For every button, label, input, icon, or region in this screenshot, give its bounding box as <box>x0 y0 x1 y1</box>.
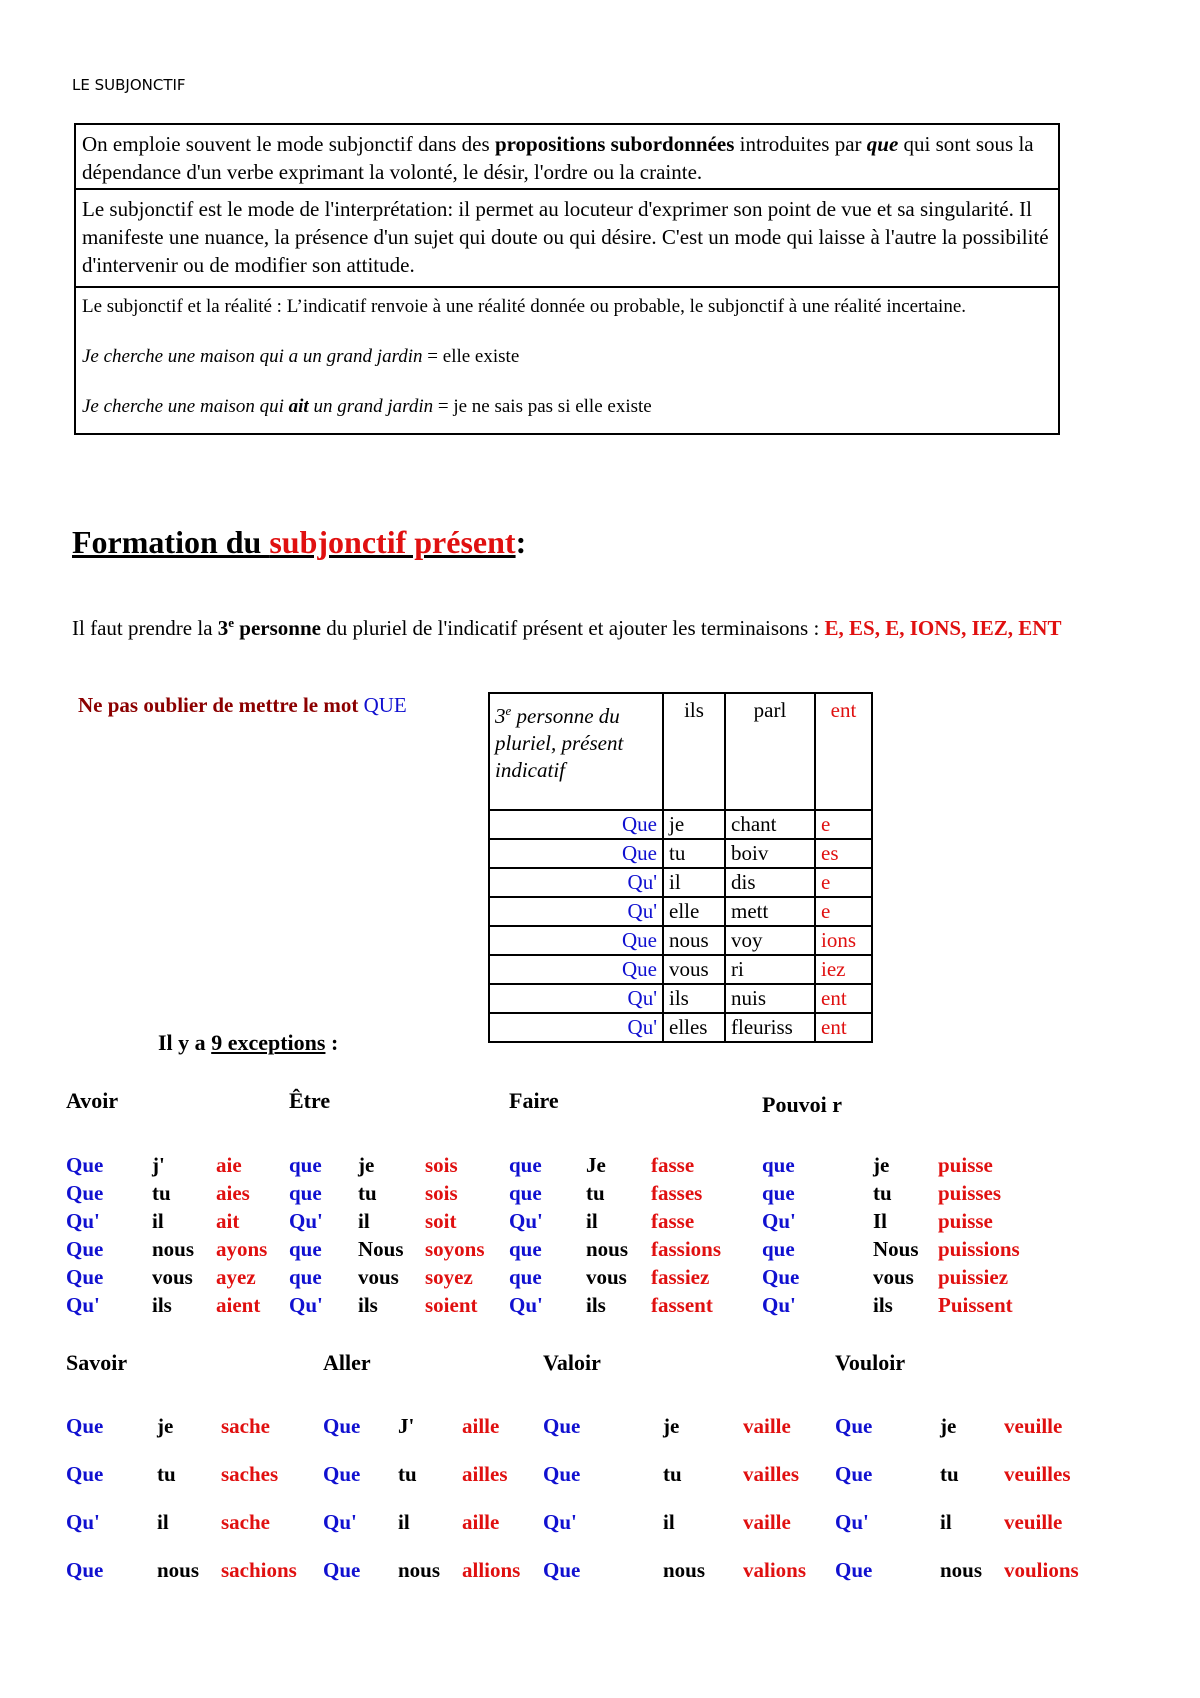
conj-que: que <box>762 1237 795 1261</box>
conj-pronoun: je <box>940 1414 957 1438</box>
table-row <box>489 839 872 868</box>
conj-pronoun: J' <box>398 1414 415 1438</box>
conj-form: sois <box>425 1181 458 1205</box>
conj-pronoun: nous <box>157 1558 200 1582</box>
conj-form: puissions <box>938 1237 1020 1261</box>
verb-heading: Être <box>289 1088 331 1113</box>
box-usage-text-5: qui sont sous la dépendance d'un verbe exprimant la volonté, le désir, l'ordre ou la crainte. <box>82 132 1034 184</box>
conj-form: ait <box>216 1209 240 1233</box>
formation-title <box>72 524 526 561</box>
table-cell-pronoun: elles <box>663 1013 725 1042</box>
example-2-bold: ait <box>288 396 309 417</box>
box-interpretation <box>74 190 1060 288</box>
conj-form: fasse <box>651 1209 695 1233</box>
conj-que: que <box>762 1181 795 1205</box>
box-reality-text: Le subjonctif et la réalité : L’indicatif renvoie à une réalité donnée ou probable, le subjonctif à une réalité incertaine. <box>82 296 967 317</box>
conj-que: Que <box>835 1558 873 1582</box>
example-1 <box>82 343 1052 371</box>
conj-form: Puissent <box>938 1293 1013 1317</box>
conj-que: que <box>289 1265 322 1289</box>
conj-form: fassions <box>651 1237 722 1261</box>
conj-pronoun: Il <box>873 1209 888 1233</box>
rule-text-4: du pluriel de l'indicatif présent et ajouter les terminaisons : <box>320 616 825 640</box>
conj-que: que <box>289 1153 322 1177</box>
conj-form: allions <box>462 1558 521 1582</box>
verb-heading: Valoir <box>543 1350 601 1375</box>
table-cell-que: Qu' <box>489 897 663 926</box>
conj-form: puissiez <box>938 1265 1009 1289</box>
conj-que: que <box>509 1237 542 1261</box>
conj-form: saches <box>221 1462 279 1486</box>
conj-que: Qu' <box>509 1293 543 1317</box>
conj-que: Qu' <box>543 1510 577 1534</box>
conj-pronoun: ils <box>873 1293 893 1317</box>
table-row <box>489 984 872 1013</box>
conj-que: Qu' <box>762 1293 796 1317</box>
table-cell-que: Que <box>489 926 663 955</box>
conj-pronoun: vous <box>586 1265 627 1289</box>
conj-form: fassent <box>651 1293 713 1317</box>
conj-form: aille <box>462 1414 500 1438</box>
conj-pronoun: nous <box>398 1558 441 1582</box>
conj-pronoun: tu <box>398 1462 417 1486</box>
conj-form: vailles <box>743 1462 799 1486</box>
table-cell-que: Qu' <box>489 984 663 1013</box>
exceptions-title-2: 9 exceptions <box>211 1030 326 1055</box>
table-header-pronoun: ils <box>663 693 725 810</box>
verb-heading: Savoir <box>66 1350 128 1375</box>
table-row <box>489 810 872 839</box>
conj-que: Que <box>66 1237 104 1261</box>
conj-que: Que <box>66 1558 104 1582</box>
rule-endings: E, ES, E, IONS, IEZ, ENT <box>824 616 1062 640</box>
conj-form: sache <box>221 1414 270 1438</box>
conj-que: Qu' <box>289 1293 323 1317</box>
conj-pronoun: il <box>157 1510 169 1534</box>
table-cell-stem: ri <box>725 955 815 984</box>
conj-form: puisses <box>938 1181 1002 1205</box>
table-cell-pronoun: tu <box>663 839 725 868</box>
table-cell-que: Que <box>489 810 663 839</box>
table-cell-stem: fleuriss <box>725 1013 815 1042</box>
example-1-rest: = elle existe <box>422 346 520 367</box>
conj-form: ayons <box>216 1237 268 1261</box>
verb-heading: Pouvoi r <box>762 1092 843 1117</box>
table-cell-pronoun: nous <box>663 926 725 955</box>
conj-pronoun: nous <box>152 1237 195 1261</box>
conj-form: vaille <box>743 1414 791 1438</box>
conj-form: ailles <box>462 1462 508 1486</box>
example-1-italic: Je cherche une maison qui a un grand jardin <box>82 346 423 367</box>
conj-form: fasses <box>651 1181 703 1205</box>
conj-pronoun: vous <box>358 1265 399 1289</box>
conj-que: Qu' <box>289 1209 323 1233</box>
reminder-text: Ne pas oublier de mettre le mot <box>78 693 364 717</box>
conj-pronoun: Je <box>586 1153 606 1177</box>
exceptions-title <box>158 1030 338 1056</box>
conj-form: sache <box>221 1510 270 1534</box>
conj-que: Qu' <box>66 1293 100 1317</box>
conj-que: Qu' <box>66 1510 100 1534</box>
verb-heading: Vouloir <box>835 1350 906 1375</box>
conj-pronoun: il <box>398 1510 410 1534</box>
conj-form: voulions <box>1004 1558 1079 1582</box>
conj-que: Que <box>543 1462 581 1486</box>
conj-pronoun: tu <box>157 1462 176 1486</box>
table-cell-que: Que <box>489 955 663 984</box>
conj-form: ayez <box>216 1265 256 1289</box>
header-3: 3 <box>495 704 506 728</box>
conj-que: Que <box>323 1414 361 1438</box>
table-cell-stem: nuis <box>725 984 815 1013</box>
table-row <box>489 868 872 897</box>
conj-que: Que <box>323 1462 361 1486</box>
conj-pronoun: il <box>663 1510 675 1534</box>
conj-que: que <box>509 1153 542 1177</box>
conj-pronoun: tu <box>873 1181 892 1205</box>
conj-form: aille <box>462 1510 500 1534</box>
reminder-que: QUE <box>363 693 407 717</box>
conj-form: soient <box>425 1293 478 1317</box>
conj-form: sachions <box>221 1558 297 1582</box>
formation-title-3: : <box>515 524 527 560</box>
conj-form: puisse <box>938 1209 993 1233</box>
header-label-text: personne du pluriel, présent indicatif <box>495 704 624 782</box>
table-cell-stem: voy <box>725 926 815 955</box>
verb-heading: Faire <box>509 1088 559 1113</box>
conj-que: Qu' <box>835 1510 869 1534</box>
table-row <box>489 897 872 926</box>
table-cell-stem: chant <box>725 810 815 839</box>
exceptions-title-3: : <box>325 1030 339 1055</box>
conj-form: valions <box>743 1558 807 1582</box>
conj-form: puisse <box>938 1153 993 1177</box>
table-cell-pronoun: elle <box>663 897 725 926</box>
conj-pronoun: Nous <box>358 1237 404 1261</box>
table-cell-ending: ent <box>815 1013 872 1042</box>
table-row <box>489 955 872 984</box>
conj-form: fassiez <box>651 1265 710 1289</box>
conj-pronoun: tu <box>358 1181 377 1205</box>
conj-pronoun: nous <box>940 1558 983 1582</box>
conj-que: Que <box>543 1558 581 1582</box>
table-row <box>489 1013 872 1042</box>
conj-que: que <box>762 1153 795 1177</box>
conj-pronoun: ils <box>358 1293 378 1317</box>
table-header-row <box>489 693 872 810</box>
box-reality <box>74 288 1060 435</box>
conj-pronoun: tu <box>152 1181 171 1205</box>
conj-pronoun: vous <box>873 1265 914 1289</box>
box-usage-text-1: On emploie souvent le mode subjonctif dans des <box>82 132 495 156</box>
conj-pronoun: tu <box>663 1462 682 1486</box>
table-header-label <box>489 693 663 810</box>
conj-pronoun: il <box>940 1510 952 1534</box>
box-interpretation-text: Le subjonctif est le mode de l'interprétation: il permet au locuteur d'exprimer son point de vue et sa singularité. Il manifeste une nuance, la présence d'un sujet qui doute ou qui désire. C'est un mode qui laisse à l'autre la possibilité d'intervenir ou de modifier son attitude. <box>82 197 1049 277</box>
conj-que: Qu' <box>66 1209 100 1233</box>
conj-form: aies <box>216 1181 250 1205</box>
conj-form: fasse <box>651 1153 695 1177</box>
conj-form: veuille <box>1004 1510 1063 1534</box>
verb-heading: Avoir <box>66 1088 119 1113</box>
conj-pronoun: je <box>663 1414 680 1438</box>
conj-que: Que <box>835 1462 873 1486</box>
box-usage-text-2: propositions subordonnées <box>494 132 735 156</box>
box-usage-text-4: que <box>866 132 899 156</box>
table-cell-ending: iez <box>815 955 872 984</box>
conj-form: sois <box>425 1153 458 1177</box>
conj-que: que <box>509 1265 542 1289</box>
conj-pronoun: ils <box>152 1293 172 1317</box>
conj-que: Que <box>762 1265 800 1289</box>
conj-pronoun: Nous <box>873 1237 919 1261</box>
table-cell-que: Qu' <box>489 1013 663 1042</box>
table-cell-pronoun: ils <box>663 984 725 1013</box>
table-cell-ending: ions <box>815 926 872 955</box>
conj-que: Que <box>66 1153 104 1177</box>
conj-pronoun: vous <box>152 1265 193 1289</box>
conj-form: veuille <box>1004 1414 1063 1438</box>
box-usage-text-3: introduites par <box>734 132 867 156</box>
conj-pronoun: je <box>358 1153 375 1177</box>
table-cell-ending: es <box>815 839 872 868</box>
conj-que: Qu' <box>509 1209 543 1233</box>
formation-rule <box>72 609 1152 642</box>
table-cell-stem: mett <box>725 897 815 926</box>
formation-title-2: subjonctif présent <box>269 524 516 560</box>
conj-pronoun: il <box>152 1209 164 1233</box>
explanation-boxes <box>74 123 1060 435</box>
table-cell-ending: ent <box>815 984 872 1013</box>
conj-que: Qu' <box>762 1209 796 1233</box>
conj-que: Qu' <box>323 1510 357 1534</box>
table-cell-que: Qu' <box>489 868 663 897</box>
conj-que: Que <box>66 1181 104 1205</box>
rule-text-2-sup: e <box>228 615 235 630</box>
table-row <box>489 926 872 955</box>
conj-que: que <box>509 1181 542 1205</box>
table-header-stem: parl <box>725 693 815 810</box>
example-2-italic-a: Je cherche une maison qui <box>82 396 289 417</box>
table-cell-pronoun: il <box>663 868 725 897</box>
rule-text-2: 3 <box>217 616 229 640</box>
table-cell-stem: dis <box>725 868 815 897</box>
conj-que: Que <box>323 1558 361 1582</box>
conj-pronoun: ils <box>586 1293 606 1317</box>
table-cell-pronoun: vous <box>663 955 725 984</box>
table-cell-que: Que <box>489 839 663 868</box>
conj-que: Que <box>835 1414 873 1438</box>
conj-que: que <box>289 1237 322 1261</box>
table-cell-ending: e <box>815 810 872 839</box>
conj-form: soit <box>425 1209 457 1233</box>
example-2-italic-b: un grand jardin <box>308 396 434 417</box>
table-cell-stem: boiv <box>725 839 815 868</box>
header-sup: e <box>505 703 512 718</box>
table-cell-pronoun: je <box>663 810 725 839</box>
conj-form: aient <box>216 1293 261 1317</box>
conj-form: vaille <box>743 1510 791 1534</box>
conjugation-table <box>488 692 873 1043</box>
table-header-ending: ent <box>815 693 872 810</box>
box-usage <box>74 123 1060 190</box>
conj-pronoun: tu <box>586 1181 605 1205</box>
exceptions-title-1: Il y a <box>158 1030 212 1055</box>
conj-pronoun: je <box>157 1414 174 1438</box>
table-cell-ending: e <box>815 868 872 897</box>
table-cell-ending: e <box>815 897 872 926</box>
reminder <box>78 693 407 718</box>
conj-form: soyons <box>425 1237 485 1261</box>
conj-que: que <box>289 1181 322 1205</box>
page-label: LE SUBJONCTIF <box>72 76 186 94</box>
conj-que: Que <box>543 1414 581 1438</box>
example-2-rest: = je ne sais pas si elle existe <box>433 396 652 417</box>
conj-form: aie <box>216 1153 242 1177</box>
verb-heading: Aller <box>323 1350 371 1375</box>
conj-pronoun: nous <box>586 1237 629 1261</box>
rule-text-1: Il faut prendre la <box>72 616 218 640</box>
conj-pronoun: nous <box>663 1558 706 1582</box>
conj-form: veuilles <box>1004 1462 1071 1486</box>
conj-pronoun: tu <box>940 1462 959 1486</box>
rule-text-3: personne <box>234 616 321 640</box>
formation-title-1: Formation du <box>72 524 270 560</box>
example-2 <box>82 393 1052 421</box>
conj-pronoun: il <box>586 1209 598 1233</box>
conj-pronoun: je <box>873 1153 890 1177</box>
conj-pronoun: j' <box>152 1153 165 1177</box>
conj-que: Que <box>66 1414 104 1438</box>
conj-pronoun: il <box>358 1209 370 1233</box>
conj-que: Que <box>66 1462 104 1486</box>
conj-que: Que <box>66 1265 104 1289</box>
conj-form: soyez <box>425 1265 473 1289</box>
